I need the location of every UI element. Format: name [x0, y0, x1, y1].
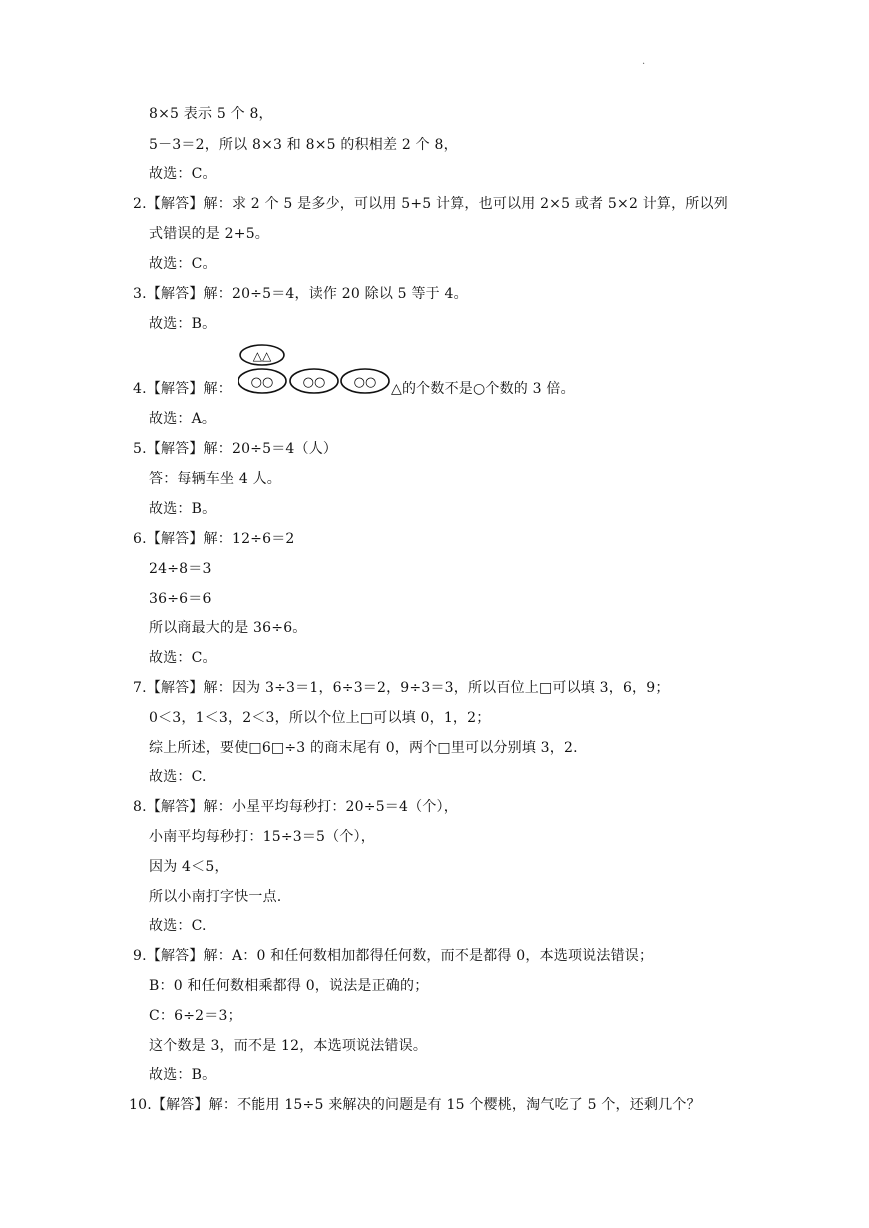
text-line: 因为 4＜5， [149, 859, 229, 875]
text-line: 综上所述，要使□6□÷3 的商末尾有 0，两个□里可以分别填 3，2. [149, 740, 578, 756]
triangle-circle-grouping-figure [238, 344, 390, 396]
text-line: 这个数是 3，而不是 12，本选项说法错误。 [149, 1038, 428, 1054]
answer-2: 2.【解答】解：求 2 个 5 是多少，可以用 5+5 计算，也可以用 2×5 或者 5×2 计算，所以列 [133, 196, 728, 212]
text-line: 答：每辆车坐 4 人。 [149, 471, 282, 487]
figure-circles-3: ○○ [353, 375, 377, 390]
answer-8: 8.【解答】解：小星平均每秒打：20÷5＝4（个）， [133, 799, 458, 815]
text-line: 24÷8＝3 [149, 561, 212, 577]
figure-triangles: △△ [252, 349, 272, 363]
answer-3: 3.【解答】解：20÷5＝4，读作 20 除以 5 等于 4。 [133, 286, 468, 302]
text-line: 36÷6＝6 [149, 591, 212, 607]
text-line: 所以商最大的是 36÷6。 [149, 620, 307, 636]
text-line: 8×5 表示 5 个 8， [149, 106, 273, 122]
answer-5: 5.【解答】解：20÷5＝4（人） [133, 441, 338, 457]
text-line: C：6÷2＝3； [149, 1008, 242, 1024]
text-line: 故选：C。 [149, 256, 217, 272]
text-line: 故选：B。 [149, 1067, 217, 1083]
answer-10: 10.【解答】解：不能用 15÷5 来解决的问题是有 15 个樱桃，淘气吃了 5 个，还剩几个？ [129, 1097, 701, 1113]
text-line: 0＜3，1＜3，2＜3，所以个位上□可以填 0，1，2； [149, 710, 491, 726]
answer-9: 9.【解答】解：A：0 和任何数相加都得任何数，而不是都得 0，本选项说法错误； [133, 948, 654, 964]
text-line: 故选：C. [149, 769, 207, 785]
text-line: 小南平均每秒打：15÷3＝5（个）， [149, 829, 375, 845]
answer-6: 6.【解答】解：12÷6＝2 [133, 531, 295, 547]
answer-7: 7.【解答】解：因为 3÷3＝1，6÷3＝2，9÷3＝3，所以百位上□可以填 3，6，9； [133, 680, 670, 696]
text-line: 5－3＝2，所以 8×3 和 8×5 的积相差 2 个 8， [149, 137, 458, 153]
text-line: 所以小南打字快一点. [149, 889, 282, 905]
text-line: B：0 和任何数相乘都得 0，说法是正确的； [149, 978, 429, 994]
text-line: 故选：A。 [149, 411, 217, 427]
text-line: 故选：C. [149, 918, 207, 934]
text-line: 故选：C。 [149, 650, 217, 666]
text-line: 式错误的是 2+5。 [149, 226, 269, 242]
text-line: △的个数不是○个数的 3 倍。 [391, 381, 575, 397]
answer-4: 4.【解答】解： [133, 381, 232, 397]
text-line: 故选：B。 [149, 501, 217, 517]
text-line: 故选：C。 [149, 166, 217, 182]
figure-circles-1: ○○ [250, 375, 274, 390]
figure-circles-2: ○○ [302, 375, 326, 390]
text-line: 故选：B。 [149, 316, 217, 332]
header-mark: . [642, 56, 646, 67]
